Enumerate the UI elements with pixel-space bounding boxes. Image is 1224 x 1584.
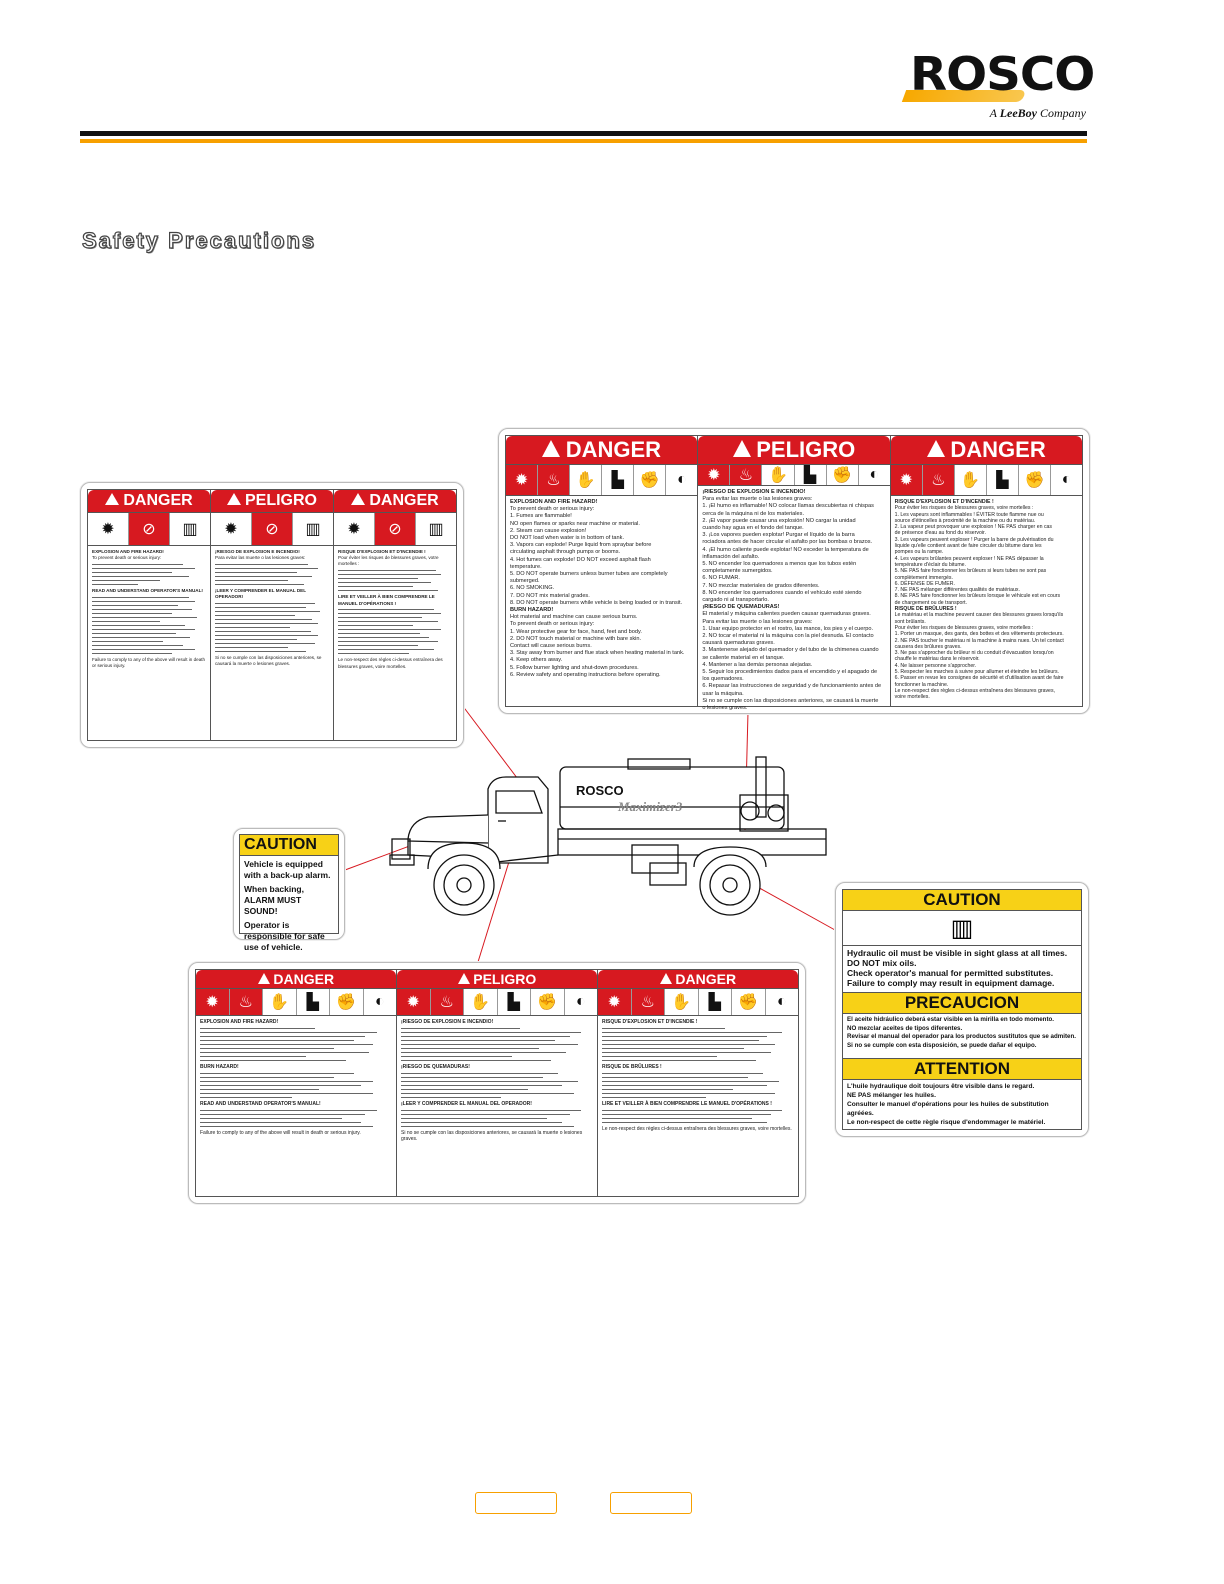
- boot-icon: ▙: [699, 989, 733, 1015]
- explosion-icon: ✹: [598, 989, 632, 1015]
- hazard-footer: Failure to comply to any of the above will result in death or serious injury.: [92, 656, 206, 669]
- boot-icon: ▙: [795, 465, 827, 485]
- fire-icon: ✹: [211, 513, 252, 545]
- signal-word: DANGER: [123, 492, 193, 509]
- burn-hand-icon: ✋: [570, 465, 602, 495]
- glove-icon: ✊: [531, 989, 565, 1015]
- danger-label-left: [80, 482, 464, 748]
- danger-bottom-col-es: [397, 970, 598, 1196]
- danger-label-bottom: [188, 962, 806, 1204]
- glove-icon: ✊: [732, 989, 766, 1015]
- burn-heading: BURN HAZARD!: [510, 607, 554, 614]
- burn-heading: RISQUE DE BRÛLURES !: [602, 1063, 662, 1070]
- fire-icon: ♨: [538, 465, 570, 495]
- tank-brand-text: ROSCO: [576, 783, 624, 798]
- fire-icon: ♨: [431, 989, 465, 1015]
- danger-top-col-fr: [891, 436, 1082, 706]
- hazard-intro: To prevent death or serious injury:: [92, 555, 162, 561]
- no-smoking-icon: ⊘: [252, 513, 293, 545]
- burn-heading: BURN HAZARD!: [200, 1063, 239, 1070]
- face-shield-icon: ◐: [776, 993, 787, 1010]
- face-shield-icon: ◐: [1061, 471, 1072, 488]
- danger-top-col-en: [506, 436, 698, 706]
- signal-word: DANGER: [273, 971, 335, 987]
- signal-word: DANGER: [950, 437, 1046, 462]
- hazard-intro: Para evitar las muerte o las lesiones graves:: [215, 555, 306, 561]
- caution-hydraulic-oil-label: CAUTION ▥ Hydraulic oil must be visible in sight glass at all times. DO NOT mix oils. Check operator's manual for permitted substitutes. Failure to comply may result in equipment damage. PRECAUCION El aceite hidráulico deberá estar visible en la mirilla en todo momento. NO mezclar aceites de tipos diferentes. Revisar el manual del operador para los productos sustitutos que se admiten. Si no se cumple con esta disposición, se puede dañar el equipo. ATTENTION L'huile hydraulique doit toujours être visible dans le regard. NE PAS mélanger les huiles. Consulter le manuel d'opérations pour les huiles de substitution agréées. Le non-respect de cette règle risque d'endommager le matériel.: [835, 882, 1089, 1137]
- explosion-icon: ✹: [891, 465, 923, 495]
- hazard-heading: ¡RIESGO DE EXPLOSION E INCENDIO!: [215, 549, 300, 554]
- hazard-footer: Si no se cumple con las disposiciones anteriores, se causará la muerte o lesiones graves.: [401, 1129, 583, 1143]
- manual-heading: LIRE ET VEILLER À BIEN COMPRENDRE LE MANUEL D'OPÉRATIONS !: [338, 594, 435, 606]
- footer-nav-box-right[interactable]: [610, 1492, 692, 1514]
- explosion-icon: ✹: [196, 989, 230, 1015]
- face-shield-icon: ◐: [677, 471, 687, 488]
- hazard-heading: EXPLOSION AND FIRE HAZARD!: [200, 1019, 279, 1025]
- hazard-heading: RISQUE D'EXPLOSION ET D'INCENDIE !: [338, 549, 426, 554]
- manual-book-icon: ▥: [428, 521, 444, 538]
- top-es-text: ¡RIESGO DE EXPLOSION E INCENDIO! Para evitar las muerte o las lesiones graves: 1. ¡El humo es inflamable! NO colocar llamas descubiertas ni chispas cerca de la máquina ni de los materiales. 2. ¡El vapor puede causar una explosión! NO cargar la unidad cuando hay agua en el fondo del tanque. 3. ¡Los vapores pueden explotar! Purgar el líquido de la barra rociadora antes de hacer circular el asfalto por las bombas o brazos. 4. ¡El humo caliente puede explotar! NO exceder la temperatura de inflamación del asfalto. 5. NO encender los quemadores a menos que los tubos estén completamente sumergidos. 6. NO FUMAR. 7. NO mezclar materiales de grados diferentes. 8. NO encender los quemadores cuando el vehículo esté siendo cargado ni al transportarlo. ¡RIESGO DE QUEMADURAS! El material y máquina calientes pueden causar quemaduras graves. Para evitar las muerte o las lesiones graves: 1. Usar equipo protector en el rostro, las manos, los pies y el cuerpo. 2. NO tocar el material ni la máquina con la piel desnuda. El contacto causará quemaduras graves. 3. Mantenerse alejado del quemador y del tubo de la chimenea cuando se caliente material en el tanque. 4. Mantener a las demás personas alejadas. 5. Seguir los procedimientos dados para el encendido y el apagado de los quemadores. 6. Repasar las instrucciones de seguridad y de funcionamiento antes de usar la máquina. Si no se cumple con las disposiciones anteriores, se causará la muerte o lesiones graves.: [698, 486, 889, 715]
- manual-heading: ¡LEER Y COMPRENDER EL MANUAL DEL OPERADOR!: [401, 1100, 532, 1107]
- face-shield-icon: ◐: [869, 466, 879, 483]
- fire-icon: ✹: [88, 513, 129, 545]
- explosion-icon: ✹: [698, 465, 730, 485]
- glove-icon: ✊: [1019, 465, 1051, 495]
- manual-book-icon: ▥: [305, 521, 321, 538]
- hazard-heading: RISQUE D'EXPLOSION ET D'INCENDIE !: [602, 1019, 698, 1025]
- burn-heading: ¡RIESGO DE QUEMADURAS!: [401, 1063, 470, 1070]
- burn-hand-icon: ✋: [762, 465, 794, 485]
- asphalt-distributor-truck-illustration: [388, 755, 828, 925]
- burn-hand-icon: ✋: [955, 465, 987, 495]
- danger-left-col-en: [88, 490, 211, 740]
- signal-word: DANGER: [565, 437, 662, 462]
- signal-word: PRECAUCION: [843, 992, 1081, 1014]
- top-fr-text: RISQUE D'EXPLOSION ET D'INCENDIE ! Pour éviter les risques de blessures graves, voire mortelles : 1. Les vapeurs sont inflammables ! ÉVITER toute flamme nue ou source d'étincelles à proximité de la machine ou du matériau. 2. La vapeur peut provoquer une explosion ! NE PAS charger en cas de présence d'eau au fond du réservoir. 3. Les vapeurs peuvent exploser ! Purger la barre de pulvérisation du liquide qu'elle contient avant de faire circuler du bitume dans les pompes ou la rampe. 4. Les vapeurs brûlantes peuvent exploser ! NE PAS dépasser la température d'éclair du bitume. 5. NE PAS faire fonctionner les brûleurs si leurs tubes ne sont pas complètement immergés. 6. DÉFENSE DE FUMER. 7. NE PAS mélanger différentes qualités de matériaux. 8. NE PAS faire fonctionner les brûleurs lorsque le véhicule est en cours de chargement ou de transport. RISQUE DE BRÛLURES ! Le matériau et la machine peuvent causer des blessures graves lorsqu'ils sont brûlants. Pour éviter les risques de blessures graves, voire mortelles : 1. Porter un masque, des gants, des bottes et des vêtements protecteurs. 2. NE PAS toucher le matériau ni la machine à mains nues. Un tel contact causera des brûlures graves. 3. Ne pas s'approcher du brûleur ni du conduit d'évacuation lorsqu'on chauffe le matériau dans le réservoir. 4. Ne laisser personne s'approcher. 5. Respecter les marches à suivre pour allumer et éteindre les brûleurs. 6. Passer en revue les consignes de sécurité et d'utilisation avant de faire fonctionner la machine. Le non-respect des règles ci-dessus entraînera des blessures graves, voire mortelles.: [891, 496, 1082, 706]
- burn-heading: ¡RIESGO DE QUEMADURAS!: [702, 604, 780, 611]
- burn-heading: RISQUE DE BRÛLURES !: [894, 606, 957, 613]
- signal-word: CAUTION: [244, 836, 317, 853]
- explosion-icon: ✹: [506, 465, 538, 495]
- burn-hand-icon: ✋: [464, 989, 498, 1015]
- hazard-intro: Pour éviter les risques de blessures graves, votre mortelles :: [338, 555, 439, 567]
- explosion-icon: ✹: [397, 989, 431, 1015]
- burn-hand-icon: ✋: [665, 989, 699, 1015]
- hazard-heading: EXPLOSION AND FIRE HAZARD!: [92, 549, 164, 554]
- signal-word: CAUTION: [843, 890, 1081, 911]
- glove-icon: ✊: [634, 465, 666, 495]
- hazard-footer: Le non-respect des règles ci-dessus entraînera des blessures graves, voire mortelles.: [338, 657, 443, 669]
- hazard-heading: RISQUE D'EXPLOSION ET D'INCENDIE !: [894, 499, 994, 505]
- caution-backup-alarm-label: CAUTION Vehicle is equipped with a back-up alarm. When backing, ALARM MUST SOUND! Operator is responsible for safe use of vehicle.: [233, 828, 345, 940]
- fire-icon: ♨: [923, 465, 955, 495]
- hazard-heading: ¡RIESGO DE EXPLOSION E INCENDIO!: [401, 1019, 494, 1025]
- glove-icon: ✊: [827, 465, 859, 485]
- hazard-footer: Si no se cumple con las disposiciones anteriores, se causará la muerte o lesiones graves.: [215, 655, 322, 667]
- page-title: Safety Precautions: [82, 228, 317, 253]
- signal-word: PELIGRO: [473, 971, 537, 987]
- fire-icon: ♨: [230, 989, 264, 1015]
- boot-icon: ▙: [602, 465, 634, 495]
- danger-bottom-col-fr: [598, 970, 798, 1196]
- manual-heading: ¡LEER Y COMPRENDER EL MANUAL DEL OPERADOR!: [215, 588, 306, 600]
- boot-icon: ▙: [498, 989, 532, 1015]
- no-smoking-icon: ⊘: [129, 513, 170, 545]
- footer-nav-box-left[interactable]: [475, 1492, 557, 1514]
- hazard-heading: EXPLOSION AND FIRE HAZARD!: [510, 499, 598, 505]
- face-shield-icon: ◐: [374, 993, 385, 1010]
- logo-text: ROSCO: [910, 47, 1095, 101]
- danger-left-col-es: [211, 490, 334, 740]
- no-smoking-icon: ⊘: [375, 513, 416, 545]
- boot-icon: ▙: [297, 989, 331, 1015]
- manual-book-icon: ▥: [843, 911, 1081, 946]
- top-en-text: EXPLOSION AND FIRE HAZARD! To prevent death or serious injury: 1. Fumes are flammable! NO open flames or sparks near machine or material. 2. Steam can cause explosion! DO NOT load when water is in bottom of tank. 3. Vapors can explode! Purge liquid from spraybar before circulating asphalt through pumps or booms. 4. Hot fumes can explode! DO NOT exceed asphalt flash temperature. 5. DO NOT operate burners unless burner tubes are completely submerged. 6. NO SMOKING. 7. DO NOT mix material grades. 8. DO NOT operate burners while vehicle is being loaded or in transit. BURN HAZARD! Hot material and machine can cause serious burns. To prevent death or serious injury: 1. Wear protective gear for face, hand, feet and body. 2. DO NOT touch material or machine with bare skin. Contact will cause serious burns. 3. Stay away from burner and flue stack when heating material in tank. 4. Keep others away. 5. Follow burner lighting and shut-down procedures. 6. Review safety and operating instructions before operating.: [506, 496, 697, 706]
- hazard-heading: ¡RIESGO DE EXPLOSION E INCENDIO!: [702, 489, 806, 495]
- signal-word: ATTENTION: [843, 1058, 1081, 1080]
- danger-bottom-col-en: [196, 970, 397, 1196]
- glove-icon: ✊: [330, 989, 364, 1015]
- danger-top-col-es: [698, 436, 890, 712]
- hazard-footer: Failure to comply to any of the above will result in death or serious injury.: [200, 1129, 361, 1136]
- manual-heading: READ AND UNDERSTAND OPERATOR'S MANUAL!: [200, 1100, 321, 1107]
- signal-word: DANGER: [675, 971, 737, 987]
- danger-label-top: [498, 428, 1090, 714]
- tank-model-text: Maximizer3: [618, 799, 683, 814]
- fire-icon: ✹: [334, 513, 375, 545]
- signal-word: DANGER: [369, 492, 439, 509]
- danger-left-col-fr: [334, 490, 456, 740]
- signal-word: PELIGRO: [244, 492, 317, 509]
- logo-subtitle: A LeeBoy Company: [989, 106, 1086, 120]
- signal-word: PELIGRO: [756, 437, 856, 462]
- fire-icon: ♨: [730, 465, 762, 485]
- manual-heading: LIRE ET VEILLER À BIEN COMPRENDRE LE MANUEL D'OPÉRATIONS !: [602, 1100, 772, 1107]
- burn-hand-icon: ✋: [263, 989, 297, 1015]
- fire-icon: ♨: [632, 989, 666, 1015]
- face-shield-icon: ◐: [575, 993, 586, 1010]
- hazard-footer: Le non-respect des règles ci-dessus entraînera des blessures graves, voire mortelles.: [602, 1125, 792, 1132]
- manual-heading: READ AND UNDERSTAND OPERATOR'S MANUAL!: [92, 588, 203, 594]
- manual-book-icon: ▥: [182, 521, 198, 538]
- boot-icon: ▙: [987, 465, 1019, 495]
